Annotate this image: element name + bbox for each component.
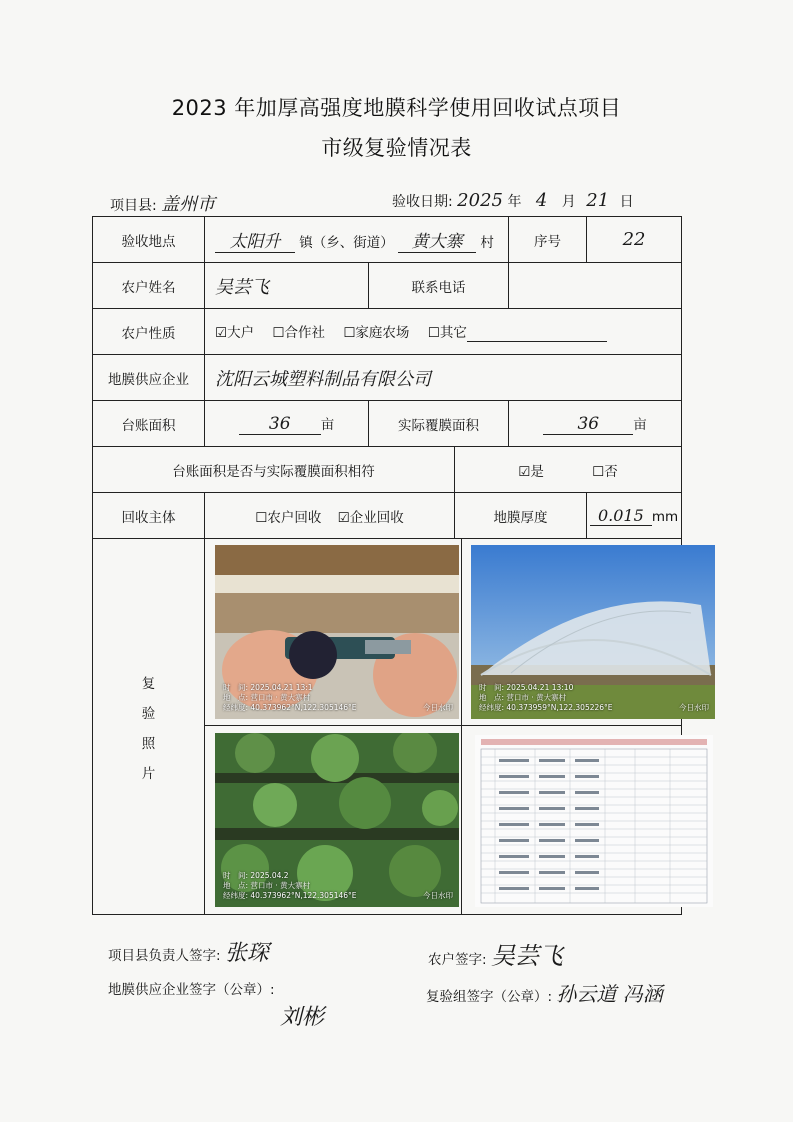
date-year: 2025 <box>457 190 503 211</box>
location-value <box>205 217 509 263</box>
photo-timestamp <box>479 683 613 713</box>
stamp-line: 经纬度: 40.373962°N,122.305146°E <box>223 703 357 712</box>
town-unit: 镇（乡、街道） <box>299 234 394 251</box>
recycle-options <box>205 493 455 539</box>
year-unit: 年 <box>507 194 522 210</box>
recycle-row <box>93 493 682 539</box>
date-label: 验收日期: <box>392 194 453 210</box>
inspection-form <box>92 216 709 915</box>
supplier-sig-label: 地膜供应企业签字（公章）: <box>108 982 275 998</box>
stamp-line: 时 间: 2025.04.2 <box>223 871 289 880</box>
ledger-area-unit: 亩 <box>320 416 335 433</box>
photos-label <box>93 539 205 915</box>
match-row <box>93 447 682 493</box>
option-label: 其它 <box>439 325 467 341</box>
checkbox-option <box>428 325 607 341</box>
photos-label-char: 照 <box>141 735 156 752</box>
actual-area-value: 36 <box>543 414 633 435</box>
farmer-name-value: 吴芸飞 <box>205 263 369 309</box>
stamp-line: 地 点: 营口市 · 黄大寨村 <box>479 693 567 702</box>
yes-option <box>518 464 544 480</box>
stamp-line: 经纬度: 40.373962°N,122.305146°E <box>223 891 357 900</box>
ledger-area-value: 36 <box>239 414 321 435</box>
actual-area-label: 实际覆膜面积 <box>369 401 509 447</box>
date-month: 4 <box>535 190 548 211</box>
farmer-label: 农户姓名 <box>93 263 205 309</box>
village-unit: 村 <box>480 234 494 251</box>
review-signature <box>426 978 663 1007</box>
county-value: 盖州市 <box>161 194 216 215</box>
checkbox-icon: ☐ <box>592 463 605 480</box>
seq-value: 22 <box>587 217 682 263</box>
photo-watermark: 今日水印 <box>679 703 709 712</box>
nature-row <box>93 309 682 355</box>
checkbox-icon: ☑ <box>518 463 531 480</box>
village-value: 黄大寨 <box>398 227 476 253</box>
checkbox-option <box>272 325 325 341</box>
photos-grid <box>205 539 709 915</box>
seq-label: 序号 <box>509 217 587 263</box>
stamp-line: 时 间: 2025.04.21 13:1 <box>223 683 313 692</box>
company-recycle-option <box>338 510 404 526</box>
ledger-area-label: 台账面积 <box>93 401 205 447</box>
no-label: 否 <box>604 463 618 480</box>
farmer-recycle-option <box>255 510 321 526</box>
stamp-line: 地 点: 营口市 · 黄大寨村 <box>223 881 311 890</box>
review-sig-label: 复验组签字（公章）: <box>426 989 553 1005</box>
photo-timestamp <box>223 683 357 713</box>
county-label: 项目县: <box>110 198 157 214</box>
county-field <box>110 190 215 216</box>
supplier-sig: 刘彬 <box>280 1005 325 1030</box>
county-head-sig: 张琛 <box>224 941 269 966</box>
location-row <box>93 217 682 263</box>
photos-label-char: 复 <box>141 675 156 692</box>
nature-options <box>205 309 682 355</box>
checkbox-icon: ☑ <box>337 509 350 526</box>
supplier-label: 地膜供应企业 <box>93 355 205 401</box>
farmer-sig-label: 农户签字: <box>428 952 487 968</box>
area-row <box>93 401 682 447</box>
option-label: 合作社 <box>284 325 326 341</box>
other-blank <box>467 325 607 342</box>
actual-area-unit: 亩 <box>633 416 647 433</box>
farmer-sig: 吴芸飞 <box>490 942 563 970</box>
no-option <box>592 464 618 480</box>
phone-value <box>509 263 682 309</box>
phone-label: 联系电话 <box>369 263 509 309</box>
county-head-label: 项目县负责人签字: <box>108 948 221 964</box>
checkbox-option <box>343 325 409 341</box>
page-title: 2023 年加厚高强度地膜科学使用回收试点项目 <box>171 96 622 120</box>
recycle-label: 回收主体 <box>93 493 205 539</box>
thickness-value: 0.015 <box>590 506 652 526</box>
match-options <box>455 447 682 493</box>
supplier-row <box>93 355 682 401</box>
photo-timestamp <box>223 871 357 901</box>
photo-watermark: 今日水印 <box>423 891 453 900</box>
photos-label-char: 验 <box>141 705 156 722</box>
farmer-recycle-label: 农户回收 <box>267 509 322 526</box>
photo-field-crops <box>215 733 459 907</box>
location-label: 验收地点 <box>93 217 205 263</box>
supplier-signature <box>108 978 275 998</box>
checkbox-icon: ☐ <box>427 325 440 341</box>
county-head-signature <box>108 936 269 967</box>
photos-row <box>93 539 682 915</box>
stamp-line: 经纬度: 40.373959°N,122.305226°E <box>479 703 613 712</box>
photo-ledger-document <box>475 735 713 907</box>
checkbox-icon: ☐ <box>255 509 268 526</box>
page-subtitle: 市级复验情况表 <box>321 136 472 160</box>
yes-label: 是 <box>530 463 544 480</box>
date-day: 21 <box>586 190 610 211</box>
stamp-line: 地 点: 营口市 · 黄大寨村 <box>223 693 311 702</box>
nature-label: 农户性质 <box>93 309 205 355</box>
review-sig: 孙云道 冯涵 <box>556 982 663 1006</box>
day-unit: 日 <box>619 194 634 210</box>
actual-area-field <box>509 401 682 447</box>
thickness-field <box>587 493 682 539</box>
checkbox-icon: ☑ <box>215 325 228 341</box>
grid-divider-horizontal <box>205 725 681 726</box>
date-field <box>392 190 634 211</box>
ledger-area-field <box>205 401 369 447</box>
stamp-line: 时 间: 2025.04.21 13:10 <box>479 683 574 692</box>
grid-divider-vertical <box>461 539 462 914</box>
match-label: 台账面积是否与实际覆膜面积相符 <box>93 447 455 493</box>
ledger-document-image <box>475 735 713 907</box>
option-label: 大户 <box>227 325 255 341</box>
option-label: 家庭农场 <box>355 325 410 341</box>
farmer-row <box>93 263 682 309</box>
month-unit: 月 <box>561 194 576 210</box>
farmer-signature <box>428 936 563 971</box>
checkbox-option <box>215 325 254 341</box>
town-value: 太阳升 <box>215 227 295 253</box>
photo-watermark: 今日水印 <box>423 703 453 712</box>
checkbox-icon: ☐ <box>343 325 356 341</box>
checkbox-icon: ☐ <box>272 325 285 341</box>
thickness-label: 地膜厚度 <box>455 493 587 539</box>
photo-greenhouse <box>471 545 715 719</box>
photos-label-char: 片 <box>141 765 156 782</box>
thickness-unit: mm <box>651 508 679 525</box>
photo-thickness-measurement <box>215 545 459 719</box>
company-recycle-label: 企业回收 <box>349 509 404 526</box>
supplier-value: 沈阳云城塑料制品有限公司 <box>205 355 682 401</box>
